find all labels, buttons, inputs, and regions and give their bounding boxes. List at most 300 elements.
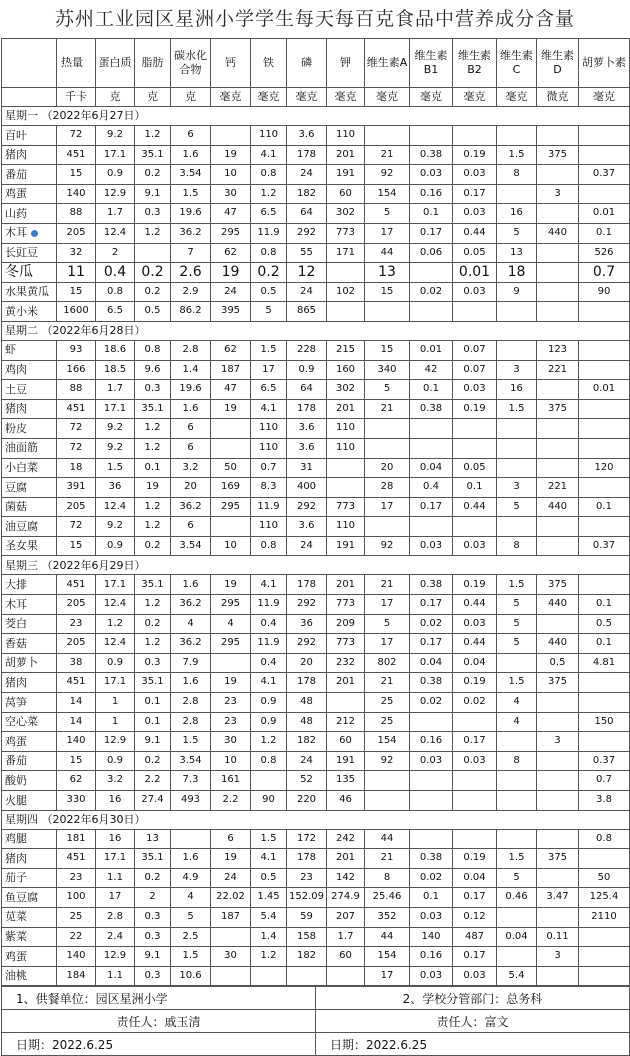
table-row: [2, 634, 630, 654]
value-cell: 5: [497, 595, 537, 615]
value-cell: [135, 243, 171, 263]
value-cell: 0.37: [579, 536, 630, 556]
value-cell: 1.5: [497, 575, 537, 595]
value-cell: [579, 575, 630, 595]
value-cell: [497, 771, 537, 791]
value-cell: 10: [211, 536, 251, 556]
value-cell: 15: [57, 165, 96, 185]
value-cell: 0.19: [453, 849, 497, 869]
value-cell: 154: [365, 947, 410, 967]
value-cell: 0.7: [579, 771, 630, 791]
value-cell: 178: [287, 673, 327, 693]
value-cell: [251, 966, 287, 986]
value-cell: 2.2: [135, 771, 171, 791]
value-cell: 1.5: [171, 732, 211, 752]
value-cell: [211, 126, 251, 146]
value-cell: 2.9: [171, 282, 211, 302]
value-cell: 3.6: [287, 438, 327, 458]
value-cell: 205: [57, 595, 96, 615]
value-cell: 0.02: [453, 693, 497, 713]
unit-row: [2, 88, 630, 107]
value-cell: 1.2: [135, 438, 171, 458]
table-row: [2, 340, 630, 360]
table-row: [2, 302, 630, 322]
food-name: [2, 419, 57, 439]
value-cell: 24: [211, 282, 251, 302]
value-cell: 47: [211, 380, 251, 400]
value-cell: 6: [211, 829, 251, 849]
food-name: [2, 673, 57, 693]
value-cell: [537, 204, 579, 224]
value-cell: 154: [365, 732, 410, 752]
value-cell: 207: [327, 907, 365, 927]
value-cell: [497, 947, 537, 967]
value-cell: 1.2: [96, 614, 135, 634]
value-cell: 25: [365, 712, 410, 732]
value-cell: 4: [497, 712, 537, 732]
column-header: 铁: [251, 39, 287, 88]
value-cell: 0.2: [135, 868, 171, 888]
value-cell: 110: [327, 126, 365, 146]
value-cell: 375: [537, 849, 579, 869]
unit-cell: 千卡: [57, 88, 96, 107]
unit-cell: 毫克: [453, 88, 497, 107]
value-cell: 172: [287, 829, 327, 849]
value-cell: 0.44: [453, 223, 497, 243]
day-label: 星期一 （2022年6月27日）: [2, 107, 630, 126]
value-cell: [410, 438, 453, 458]
value-cell: 0.4: [251, 653, 287, 673]
value-cell: 5: [497, 868, 537, 888]
food-name-text: 鸡蛋: [5, 187, 27, 201]
value-cell: 0.44: [453, 497, 497, 517]
value-cell: 0.9: [96, 653, 135, 673]
marker-dot-icon: [31, 230, 38, 237]
value-cell: 9.2: [96, 517, 135, 537]
value-cell: 1.6: [171, 145, 211, 165]
value-cell: 295: [211, 497, 251, 517]
value-cell: 3.2: [171, 458, 211, 478]
day-label: 星期四 （2022年6月30日）: [2, 810, 630, 829]
value-cell: 295: [211, 595, 251, 615]
value-cell: 5: [251, 302, 287, 322]
value-cell: 205: [57, 223, 96, 243]
value-cell: 1.7: [96, 204, 135, 224]
value-cell: [251, 771, 287, 791]
food-name: [2, 888, 57, 908]
value-cell: [453, 438, 497, 458]
supplier-date: 日期：2022.6.25: [2, 1033, 316, 1056]
day-row: [2, 556, 630, 575]
value-cell: 215: [327, 340, 365, 360]
value-cell: [410, 419, 453, 439]
table-row: [2, 575, 630, 595]
value-cell: 0.19: [453, 145, 497, 165]
value-cell: [537, 868, 579, 888]
value-cell: 2.8: [171, 712, 211, 732]
value-cell: 4.1: [251, 145, 287, 165]
table-row: [2, 263, 630, 283]
value-cell: 12.4: [96, 497, 135, 517]
value-cell: 120: [579, 458, 630, 478]
food-name-text: 鸡腿: [5, 832, 27, 846]
value-cell: 0.17: [453, 888, 497, 908]
table-row: [2, 204, 630, 224]
value-cell: 1.5: [171, 947, 211, 967]
value-cell: 212: [327, 712, 365, 732]
value-cell: 12.9: [96, 947, 135, 967]
food-name: [2, 927, 57, 947]
food-name-text: 火腿: [5, 793, 27, 807]
value-cell: 140: [57, 732, 96, 752]
value-cell: 5: [497, 614, 537, 634]
value-cell: [537, 751, 579, 771]
table-row: [2, 791, 630, 811]
value-cell: 4.81: [579, 653, 630, 673]
food-name-text: 豆腐: [5, 480, 27, 494]
food-name-text: 鸡蛋: [5, 734, 27, 748]
value-cell: 123: [537, 340, 579, 360]
value-cell: 19: [211, 399, 251, 419]
value-cell: 178: [287, 849, 327, 869]
value-cell: 72: [57, 438, 96, 458]
food-name: [2, 947, 57, 967]
value-cell: 375: [537, 575, 579, 595]
table-row: [2, 888, 630, 908]
value-cell: 302: [327, 204, 365, 224]
value-cell: 0.02: [410, 614, 453, 634]
day-row: [2, 321, 630, 340]
table-row: [2, 868, 630, 888]
value-cell: [453, 302, 497, 322]
value-cell: 15: [365, 282, 410, 302]
value-cell: 182: [287, 947, 327, 967]
value-cell: 0.5: [251, 282, 287, 302]
value-cell: 187: [211, 907, 251, 927]
food-name: [2, 907, 57, 927]
value-cell: [579, 145, 630, 165]
food-name-text: 菌菇: [5, 500, 27, 514]
unit-corner: [2, 88, 57, 107]
food-name-text: 大排: [5, 577, 27, 591]
food-name-text: 黄小米: [5, 304, 38, 318]
value-cell: 487: [453, 927, 497, 947]
value-cell: 0.03: [453, 751, 497, 771]
value-cell: 6: [171, 419, 211, 439]
value-cell: 2.8: [171, 340, 211, 360]
value-cell: 12.4: [96, 595, 135, 615]
food-name: [2, 360, 57, 380]
value-cell: 24: [211, 868, 251, 888]
value-cell: 13: [497, 243, 537, 263]
table-row: [2, 927, 630, 947]
value-cell: 3.6: [287, 517, 327, 537]
value-cell: 140: [57, 184, 96, 204]
value-cell: 0.04: [410, 458, 453, 478]
value-cell: [579, 732, 630, 752]
value-cell: 1.2: [135, 634, 171, 654]
value-cell: 0.19: [453, 399, 497, 419]
value-cell: 7.3: [171, 771, 211, 791]
value-cell: 36: [287, 614, 327, 634]
value-cell: 4.1: [251, 575, 287, 595]
value-cell: [579, 673, 630, 693]
value-cell: 201: [327, 575, 365, 595]
value-cell: 23: [211, 693, 251, 713]
value-cell: [537, 771, 579, 791]
value-cell: 0.38: [410, 849, 453, 869]
value-cell: 0.8: [251, 165, 287, 185]
value-cell: 8.3: [251, 478, 287, 498]
value-cell: 274.9: [327, 888, 365, 908]
food-name: [2, 399, 57, 419]
value-cell: 4.9: [171, 868, 211, 888]
value-cell: 10: [211, 751, 251, 771]
day-row: [2, 810, 630, 829]
value-cell: 11: [57, 263, 96, 283]
value-cell: 93: [57, 340, 96, 360]
value-cell: 16: [96, 791, 135, 811]
column-header: 钾: [327, 39, 365, 88]
value-cell: 125.4: [579, 888, 630, 908]
value-cell: [365, 438, 410, 458]
value-cell: 6: [171, 126, 211, 146]
value-cell: 12.9: [96, 732, 135, 752]
page-title: 苏州工业园区星洲小学学生每天每百克食品中营养成分含量: [54, 8, 575, 30]
value-cell: [453, 419, 497, 439]
value-cell: [579, 340, 630, 360]
value-cell: 0.1: [135, 458, 171, 478]
value-cell: 35.1: [135, 673, 171, 693]
food-name-text: 猪肉: [5, 148, 27, 162]
value-cell: 169: [211, 478, 251, 498]
column-header: 蛋白质: [96, 39, 135, 88]
value-cell: 0.04: [410, 653, 453, 673]
value-cell: 17: [365, 595, 410, 615]
food-name-text: 油面筋: [5, 441, 38, 455]
value-cell: 526: [579, 243, 630, 263]
value-cell: 0.8: [96, 282, 135, 302]
value-cell: 0.9: [96, 165, 135, 185]
food-name-text: 空心菜: [5, 715, 38, 729]
value-cell: 0.03: [410, 751, 453, 771]
value-cell: 201: [327, 145, 365, 165]
value-cell: 52: [287, 771, 327, 791]
value-cell: 0.1: [410, 888, 453, 908]
value-cell: [579, 966, 630, 986]
value-cell: 0.02: [410, 868, 453, 888]
value-cell: 0.3: [135, 204, 171, 224]
value-cell: 36.2: [171, 634, 211, 654]
value-cell: 17: [365, 223, 410, 243]
value-cell: 1.7: [327, 927, 365, 947]
food-name-text: 苋菜: [5, 910, 27, 924]
value-cell: 1.5: [251, 829, 287, 849]
value-cell: 19.6: [171, 380, 211, 400]
value-cell: 4: [211, 614, 251, 634]
value-cell: 0.1: [453, 478, 497, 498]
column-header: 磷: [287, 39, 327, 88]
value-cell: 36: [96, 478, 135, 498]
table-row: [2, 673, 630, 693]
value-cell: 205: [57, 634, 96, 654]
value-cell: [579, 419, 630, 439]
value-cell: 292: [287, 634, 327, 654]
food-name-text: 油桃: [5, 969, 27, 983]
value-cell: [497, 302, 537, 322]
value-cell: 302: [327, 380, 365, 400]
value-cell: [537, 282, 579, 302]
food-name: [2, 575, 57, 595]
value-cell: 32: [57, 243, 96, 263]
value-cell: 15: [57, 282, 96, 302]
unit-cell: 毫克: [251, 88, 287, 107]
value-cell: 44: [365, 829, 410, 849]
value-cell: 0.07: [453, 340, 497, 360]
value-cell: 12.4: [96, 223, 135, 243]
value-cell: 0.19: [453, 575, 497, 595]
value-cell: 35.1: [135, 399, 171, 419]
column-header: 胡萝卜素: [579, 39, 630, 88]
value-cell: 2.4: [96, 927, 135, 947]
value-cell: 0.1: [579, 223, 630, 243]
value-cell: 18.6: [96, 340, 135, 360]
food-name-text: 番茄: [5, 167, 27, 181]
value-cell: 24: [287, 536, 327, 556]
value-cell: 220: [287, 791, 327, 811]
value-cell: 0.1: [410, 380, 453, 400]
value-cell: 1: [96, 712, 135, 732]
value-cell: 3.6: [287, 419, 327, 439]
value-cell: 154: [365, 184, 410, 204]
value-cell: 18: [497, 263, 537, 283]
food-name: [2, 614, 57, 634]
food-name: [2, 380, 57, 400]
value-cell: [579, 849, 630, 869]
value-cell: 19: [211, 145, 251, 165]
value-cell: 25: [365, 693, 410, 713]
value-cell: [211, 927, 251, 947]
value-cell: 64: [287, 380, 327, 400]
value-cell: 5: [497, 497, 537, 517]
table-row: [2, 751, 630, 771]
value-cell: 48: [287, 693, 327, 713]
value-cell: 0.2: [135, 614, 171, 634]
food-name-text: 番茄: [5, 754, 27, 768]
value-cell: [327, 693, 365, 713]
value-cell: 30: [211, 732, 251, 752]
value-cell: 201: [327, 399, 365, 419]
table-row: [2, 614, 630, 634]
value-cell: [453, 712, 497, 732]
value-cell: 17: [365, 634, 410, 654]
value-cell: 9.1: [135, 947, 171, 967]
value-cell: 0.4: [251, 614, 287, 634]
table-row: [2, 165, 630, 185]
value-cell: 3: [497, 360, 537, 380]
value-cell: 17.1: [96, 575, 135, 595]
value-cell: 9.2: [96, 419, 135, 439]
value-cell: 0.8: [579, 829, 630, 849]
value-cell: 4.1: [251, 399, 287, 419]
food-name: [2, 653, 57, 673]
value-cell: 0.03: [453, 536, 497, 556]
header-corner: [2, 39, 57, 88]
value-cell: [497, 126, 537, 146]
value-cell: 330: [57, 791, 96, 811]
food-name: [2, 282, 57, 302]
value-cell: 60: [327, 947, 365, 967]
value-cell: 187: [211, 360, 251, 380]
value-cell: 0.2: [251, 263, 287, 283]
value-cell: 62: [211, 340, 251, 360]
value-cell: 2.8: [171, 693, 211, 713]
value-cell: 0.07: [453, 360, 497, 380]
table-row: [2, 458, 630, 478]
value-cell: [365, 791, 410, 811]
food-name-text: 长豇豆: [5, 246, 38, 260]
value-cell: 10.6: [171, 966, 211, 986]
value-cell: 2: [135, 888, 171, 908]
value-cell: 17.1: [96, 399, 135, 419]
value-cell: 35.1: [135, 145, 171, 165]
table-row: [2, 478, 630, 498]
value-cell: 0.3: [135, 380, 171, 400]
food-name: [2, 223, 57, 243]
food-name: [2, 849, 57, 869]
value-cell: 178: [287, 145, 327, 165]
value-cell: 5: [497, 223, 537, 243]
value-cell: 72: [57, 419, 96, 439]
value-cell: [410, 791, 453, 811]
table-row: [2, 732, 630, 752]
value-cell: 340: [365, 360, 410, 380]
value-cell: 0.3: [135, 966, 171, 986]
value-cell: 92: [365, 165, 410, 185]
value-cell: 15: [57, 536, 96, 556]
value-cell: [537, 693, 579, 713]
value-cell: 64: [287, 204, 327, 224]
table-row: [2, 399, 630, 419]
value-cell: [537, 966, 579, 986]
value-cell: 182: [287, 184, 327, 204]
value-cell: 0.9: [251, 693, 287, 713]
value-cell: 0.44: [453, 634, 497, 654]
value-cell: 178: [287, 575, 327, 595]
value-cell: 9.2: [96, 126, 135, 146]
value-cell: 0.38: [410, 575, 453, 595]
food-name: [2, 536, 57, 556]
value-cell: 2.5: [171, 927, 211, 947]
value-cell: 1.6: [171, 673, 211, 693]
value-cell: 292: [287, 223, 327, 243]
value-cell: 0.8: [251, 536, 287, 556]
food-name-text: 紫菜: [5, 930, 27, 944]
table-row: [2, 947, 630, 967]
value-cell: 0.01: [579, 380, 630, 400]
value-cell: 9.2: [96, 438, 135, 458]
table-row: [2, 849, 630, 869]
value-cell: 0.17: [410, 595, 453, 615]
food-name-text: 木耳: [5, 597, 27, 611]
value-cell: 166: [57, 360, 96, 380]
value-cell: 9.6: [135, 360, 171, 380]
value-cell: 773: [327, 223, 365, 243]
value-cell: 12: [287, 263, 327, 283]
table-row: [2, 907, 630, 927]
value-cell: 493: [171, 791, 211, 811]
value-cell: 0.03: [410, 966, 453, 986]
